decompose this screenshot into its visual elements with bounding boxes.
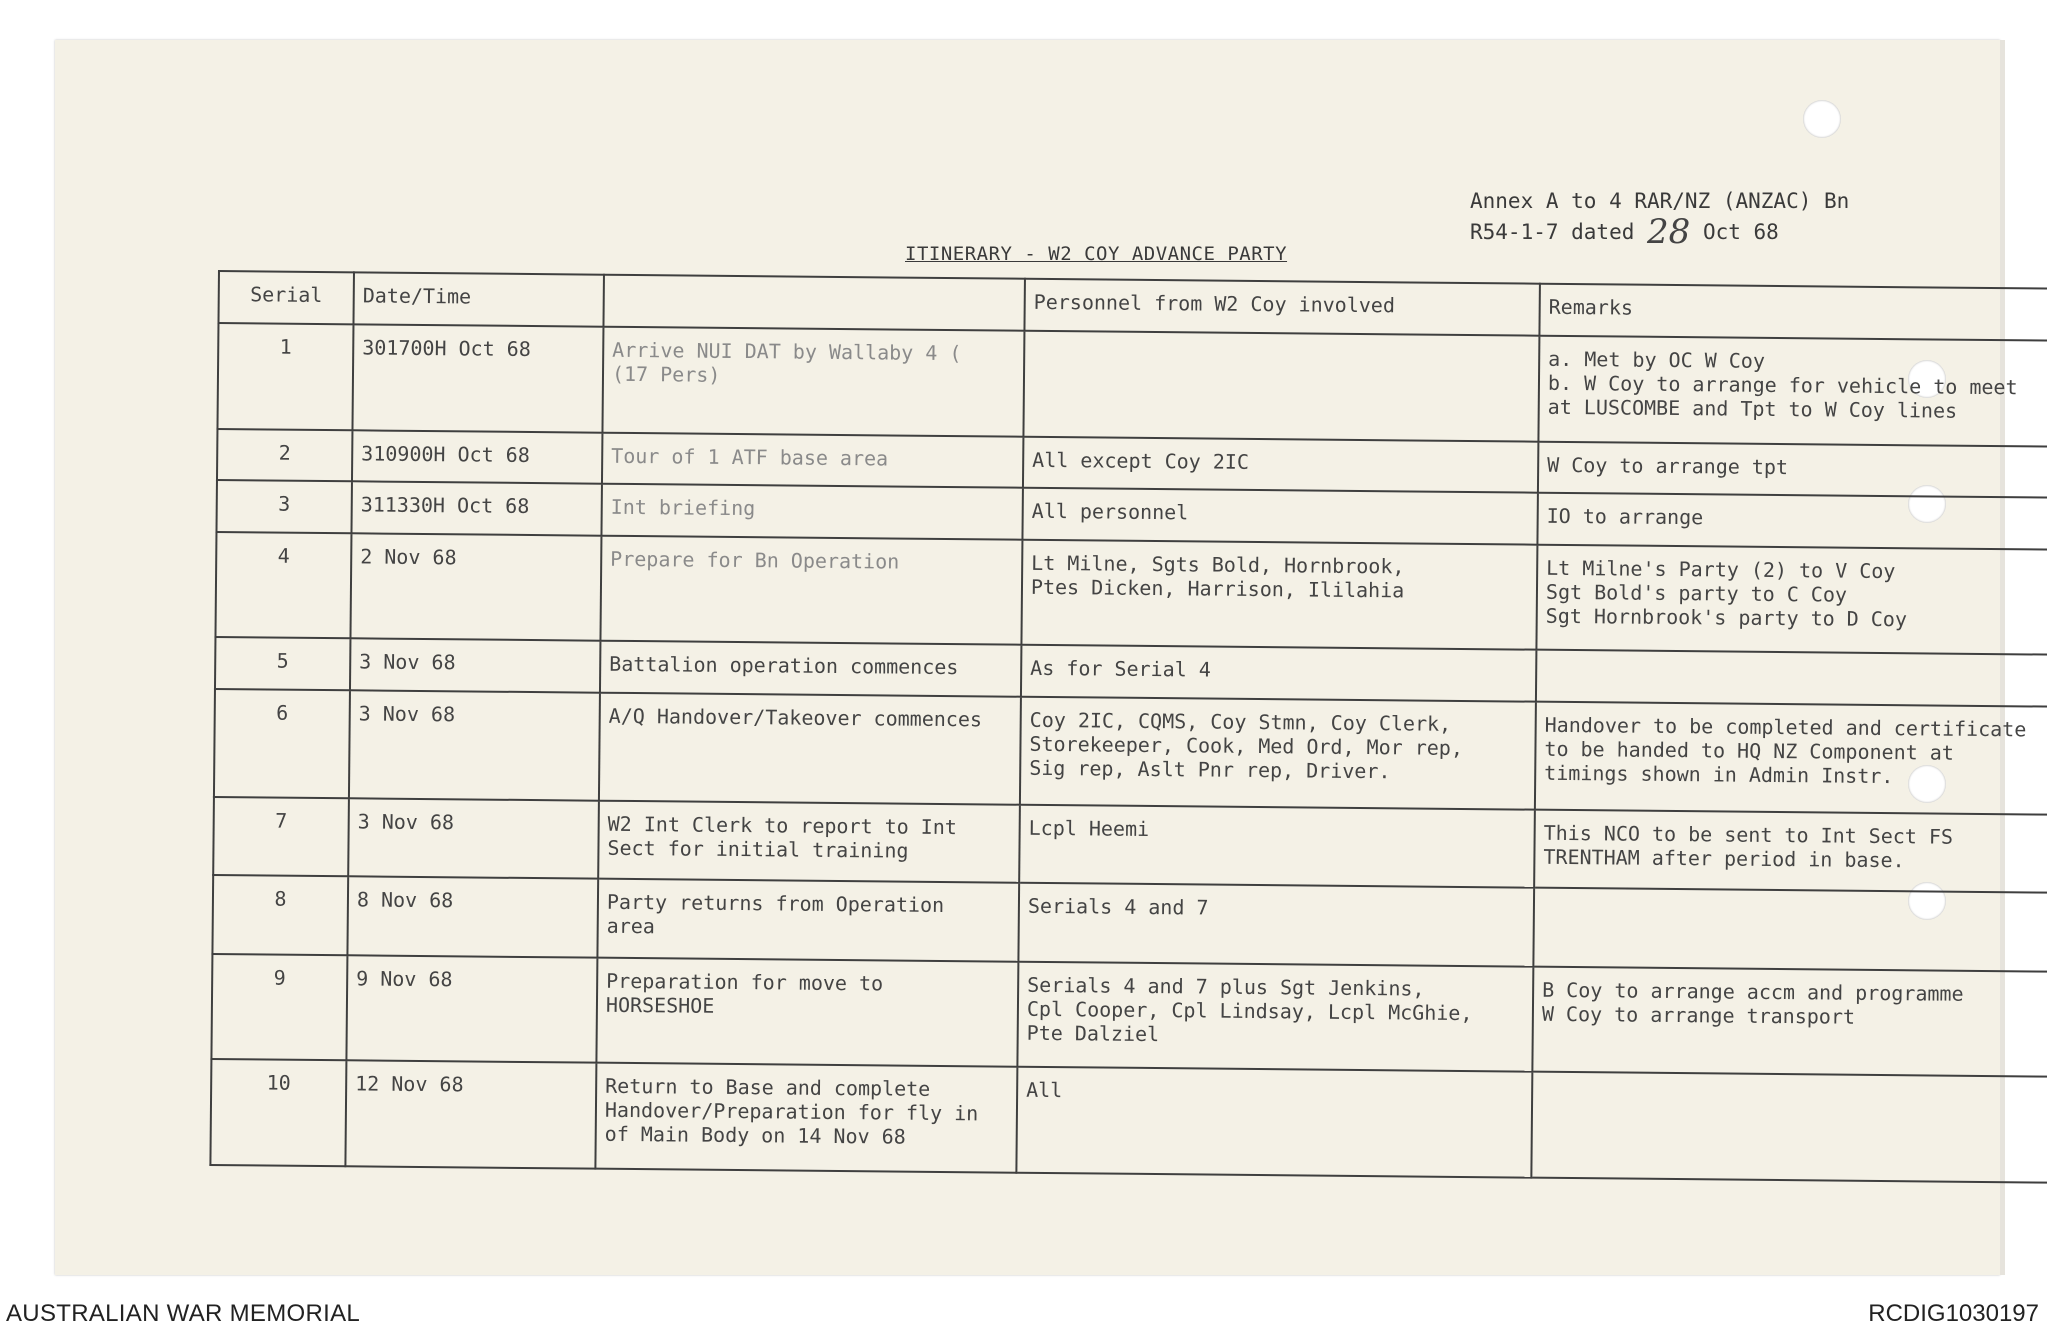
cell-personnel: Lcpl Heemi <box>1019 804 1535 888</box>
table-row <box>211 954 2047 1077</box>
cell-personnel: Serials 4 and 7 plus Sgt Jenkins, Cpl Cooper, Cpl Lindsay, Lcpl McGhie, Pte Dalziel <box>1017 962 1533 1072</box>
punch-hole <box>1803 100 1841 138</box>
cell-serial: 2 <box>217 429 352 482</box>
footer-source: AUSTRALIAN WAR MEMORIAL <box>6 1300 361 1327</box>
annex-ref-prefix: R54-1-7 dated <box>1470 220 1635 244</box>
table-row <box>217 323 2047 446</box>
cell-serial: 3 <box>216 480 351 533</box>
cell-datetime: 3 Nov 68 <box>348 798 599 879</box>
cell-activity: Int briefing <box>601 484 1022 540</box>
cell-datetime: 311330H Oct 68 <box>351 481 601 535</box>
cell-serial: 6 <box>214 689 350 798</box>
header-remarks: Remarks <box>1539 284 2047 341</box>
cell-remarks: W Coy to arrange tpt <box>1538 441 2047 498</box>
cell-personnel: Coy 2IC, CQMS, Coy Stmn, Coy Clerk, Storekeeper, Cook, Med Ord, Mor rep, Sig rep, Aslt Pnr rep, Driver. <box>1020 697 1536 810</box>
itinerary-table-wrapper <box>209 270 2027 1183</box>
header-personnel: Personnel from W2 Coy involved <box>1024 279 1539 336</box>
cell-activity: Battalion operation commences <box>600 641 1021 697</box>
cell-personnel: All personnel <box>1022 488 1537 545</box>
cell-datetime: 3 Nov 68 <box>349 690 600 800</box>
cell-remarks: a. Met by OC W Coy b. W Coy to arrange for vehicle to meet at LUSCOMBE and Tpt to W Coy lines <box>1538 336 2047 446</box>
footer-id: RCDIG1030197 <box>1868 1300 2039 1327</box>
cell-activity: A/Q Handover/Takeover commences <box>599 693 1021 805</box>
cell-personnel: All except Coy 2IC <box>1023 436 1538 493</box>
cell-remarks: B Coy to arrange accm and programme W Coy to arrange transport <box>1532 967 2047 1077</box>
handwritten-day: 28 <box>1647 212 1691 252</box>
table-row <box>214 689 2047 814</box>
cell-serial: 9 <box>211 954 347 1061</box>
itinerary-table <box>209 270 2047 1184</box>
cell-datetime: 9 Nov 68 <box>346 955 597 1063</box>
cell-serial: 5 <box>215 637 350 690</box>
cell-datetime: 12 Nov 68 <box>345 1061 596 1169</box>
cell-serial: 4 <box>215 532 351 639</box>
cell-remarks: Handover to be completed and certificate to be handed to HQ NZ Component at timings shown in Admin Instr. <box>1535 702 2047 815</box>
cell-datetime: 2 Nov 68 <box>350 533 601 641</box>
cell-serial: 10 <box>210 1059 346 1166</box>
cell-activity: Arrive NUI DAT by Wallaby 4 ( (17 Pers) <box>602 327 1024 437</box>
cell-datetime: 310900H Oct 68 <box>352 430 602 484</box>
cell-personnel: All <box>1016 1067 1532 1178</box>
cell-activity: Preparation for move to HORSESHOE <box>596 958 1018 1068</box>
cell-personnel: Serials 4 and 7 <box>1018 883 1534 967</box>
cell-datetime: 301700H Oct 68 <box>352 324 603 432</box>
cell-activity: Party returns from Operation area <box>597 879 1019 962</box>
annex-ref-suffix: Oct 68 <box>1702 220 1779 244</box>
cell-remarks <box>1536 650 2047 707</box>
cell-personnel <box>1023 331 1539 441</box>
cell-remarks <box>1531 1072 2047 1183</box>
cell-serial: 8 <box>212 875 348 955</box>
table-row <box>215 532 2047 655</box>
cell-personnel: Lt Milne, Sgts Bold, Hornbrook, Ptes Dicken, Harrison, Ililahia <box>1021 540 1537 650</box>
header-serial: Serial <box>218 271 353 324</box>
cell-remarks: This NCO to be sent to Int Sect FS TRENTHAM after period in base. <box>1534 809 2047 893</box>
cell-activity: W2 Int Clerk to report to Int Sect for initial training <box>598 800 1020 883</box>
header-datetime: Date/Time <box>353 272 603 326</box>
annex-reference <box>1470 188 1850 252</box>
cell-activity: Tour of 1 ATF base area <box>602 432 1023 488</box>
cell-personnel: As for Serial 4 <box>1021 645 1536 702</box>
header-activity <box>603 275 1024 331</box>
cell-serial: 1 <box>217 323 353 430</box>
page-title: ITINERARY - W2 COY ADVANCE PARTY <box>905 243 1288 265</box>
cell-datetime: 8 Nov 68 <box>347 877 598 958</box>
annex-line1: Annex A to 4 RAR/NZ (ANZAC) Bn <box>1470 189 1850 213</box>
cell-remarks: Lt Milne's Party (2) to V Coy Sgt Bold's party to C Coy Sgt Hornbrook's party to D Coy <box>1536 544 2047 654</box>
table-row <box>210 1059 2047 1182</box>
annex-line2 <box>1470 212 1849 252</box>
cell-activity: Prepare for Bn Operation <box>600 535 1022 645</box>
cell-remarks <box>1533 888 2047 972</box>
cell-serial: 7 <box>213 797 349 877</box>
cell-remarks: IO to arrange <box>1537 493 2047 550</box>
cell-datetime: 3 Nov 68 <box>350 639 600 693</box>
cell-activity: Return to Base and complete Handover/Preparation for fly in of Main Body on 14 Nov 68 <box>595 1063 1017 1173</box>
